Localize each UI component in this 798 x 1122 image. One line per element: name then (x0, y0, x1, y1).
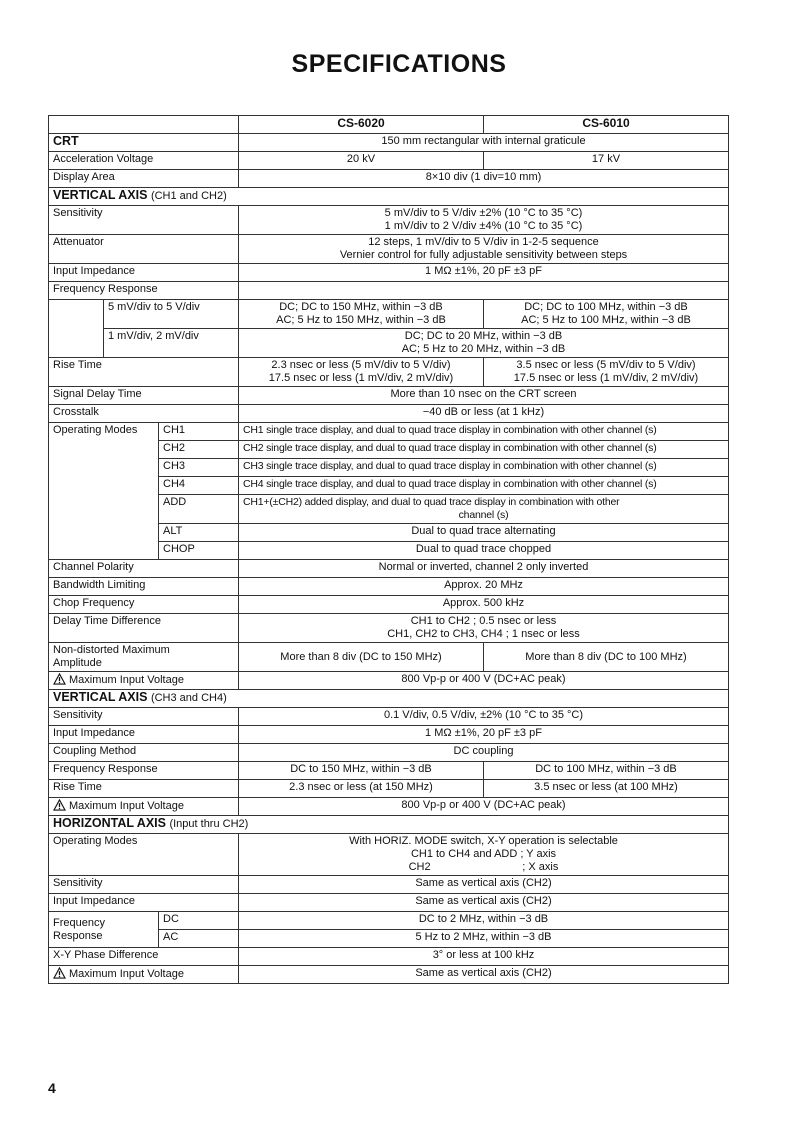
specifications-table (48, 115, 729, 984)
v1-sensitivity-line1: 5 mV/div to 5 V/div ±2% (10 °C to 35 °C) (384, 207, 583, 219)
v2-maxv-text: Maximum Input Voltage (69, 800, 184, 812)
header-cs6020: CS-6020 (239, 116, 484, 134)
table-row (49, 235, 729, 264)
mode-ch1-label: CH1 (159, 423, 239, 441)
accel-cs6020: 20 kV (239, 152, 484, 170)
v1-maxv-value: 800 Vp-p or 400 V (DC+AC peak) (239, 672, 729, 690)
header-blank (49, 116, 239, 134)
v2-maxv-value: 800 Vp-p or 400 V (DC+AC peak) (239, 798, 729, 816)
crt-heading: CRT (49, 134, 239, 152)
v1-freq-indent (49, 300, 104, 358)
v1-freq-sub1-cs6020-line1: DC; DC to 150 MHz, within −3 dB (279, 301, 443, 313)
v1-nondist-cs6010: More than 8 div (DC to 100 MHz) (484, 643, 729, 672)
v1-delay-value: More than 10 nsec on the CRT screen (239, 387, 729, 405)
v1-rise-cs6010-line2: 17.5 nsec or less (1 mV/div, 2 mV/div) (513, 372, 699, 384)
v1-freq-sub1-cs6010 (484, 300, 729, 329)
v1-delay-diff-value (239, 614, 729, 643)
v1-freq-label: Frequency Response (49, 282, 239, 300)
v1-freq-sub1-label: 5 mV/div to 5 V/div (104, 300, 239, 329)
v1-rise-cs6010 (484, 358, 729, 387)
v1-polarity-label: Channel Polarity (49, 560, 239, 578)
h-impedance-value: Same as vertical axis (CH2) (239, 894, 729, 912)
v2-impedance-value: 1 MΩ ±1%, 20 pF ±3 pF (239, 726, 729, 744)
table-row (49, 134, 729, 152)
v1-impedance-label: Input Impedance (49, 264, 239, 282)
v1-freq-sub1-cs6010-line2: AC; 5 Hz to 100 MHz, within −3 dB (521, 314, 691, 326)
v1-attenuator-line2: Vernier control for fully adjustable sensitivity between steps (339, 249, 628, 261)
v2-coupling-value: DC coupling (239, 744, 729, 762)
v1-modes-label: Operating Modes (49, 423, 159, 560)
mode-ch2-desc: CH2 single trace display, and dual to quad trace display in combination with other channel (s) (239, 441, 729, 459)
h-freq-label-line1: Frequency (53, 916, 105, 929)
mode-ch3-desc: CH3 single trace display, and dual to quad trace display in combination with other channel (s) (239, 459, 729, 477)
h-impedance-label: Input Impedance (49, 894, 239, 912)
h-modes-line3: CH2 ; X axis (408, 861, 559, 873)
table-row (49, 708, 729, 726)
table-row (49, 643, 729, 672)
v1-delay-diff-line2: CH1, CH2 to CH3, CH4 ; 1 nsec or less (387, 628, 580, 640)
page-number: 4 (48, 1080, 56, 1096)
h-freq-dc-label: DC (159, 912, 239, 930)
v1-rise-cs6020-line1: 2.3 nsec or less (5 mV/div to 5 V/div) (271, 359, 451, 371)
table-row (49, 560, 729, 578)
h-maxv-value: Same as vertical axis (CH2) (239, 966, 729, 984)
table-row (49, 300, 729, 329)
h-phase-value: 3° or less at 100 kHz (239, 948, 729, 966)
accel-label: Acceleration Voltage (49, 152, 239, 170)
v1-nondist-label-line2: Amplitude (53, 657, 102, 669)
accel-cs6010: 17 kV (484, 152, 729, 170)
table-row (49, 894, 729, 912)
v2-rise-cs6020: 2.3 nsec or less (at 150 MHz) (239, 780, 484, 798)
vertical-axis-1-subtitle: (CH1 and CH2) (150, 190, 227, 202)
mode-add-label: ADD (159, 495, 239, 524)
h-sensitivity-label: Sensitivity (49, 876, 239, 894)
v1-maxv-label (49, 672, 239, 690)
h-freq-label-line2: Response (53, 929, 103, 942)
v2-sensitivity-value: 0.1 V/div, 0.5 V/div, ±2% (10 °C to 35 °C) (239, 708, 729, 726)
mode-ch4-label: CH4 (159, 477, 239, 495)
table-row (49, 762, 729, 780)
h-freq-ac-label: AC (159, 930, 239, 948)
v2-rise-cs6010: 3.5 nsec or less (at 100 MHz) (484, 780, 729, 798)
v1-polarity-value: Normal or inverted, channel 2 only inverted (239, 560, 729, 578)
v1-rise-cs6020-line2: 17.5 nsec or less (1 mV/div, 2 mV/div) (268, 372, 454, 384)
table-row (49, 614, 729, 643)
table-row (49, 170, 729, 188)
page-title: SPECIFICATIONS (291, 50, 507, 78)
v1-delay-label: Signal Delay Time (49, 387, 239, 405)
v1-maxv-text: Maximum Input Voltage (69, 674, 184, 686)
table-row (49, 744, 729, 762)
table-row (49, 912, 729, 930)
display-area-value: 8×10 div (1 div=10 mm) (239, 170, 729, 188)
v1-attenuator-line1: 12 steps, 1 mV/div to 5 V/div in 1-2-5 sequence (368, 236, 599, 248)
header-cs6010: CS-6010 (484, 116, 729, 134)
v1-nondist-label (49, 643, 239, 672)
display-area-label: Display Area (49, 170, 239, 188)
v2-freq-cs6020: DC to 150 MHz, within −3 dB (239, 762, 484, 780)
vertical-axis-2-subtitle: (CH3 and CH4) (150, 692, 227, 704)
v1-freq-sub2-line2: AC; 5 Hz to 20 MHz, within −3 dB (401, 343, 566, 355)
mode-add-line2: channel (s) (458, 509, 509, 521)
v2-sensitivity-label: Sensitivity (49, 708, 239, 726)
v1-freq-blank (239, 282, 729, 300)
h-modes-value (239, 834, 729, 876)
table-row (49, 206, 729, 235)
v1-bandwidth-label: Bandwidth Limiting (49, 578, 239, 596)
mode-ch1-desc: CH1 single trace display, and dual to quad trace display in combination with other channel (s) (239, 423, 729, 441)
h-modes-line1: With HORIZ. MODE switch, X-Y operation is selectable (349, 835, 618, 847)
horizontal-axis-subtitle: (Input thru CH2) (169, 818, 249, 830)
v1-freq-sub1-cs6020-line2: AC; 5 Hz to 150 MHz, within −3 dB (276, 314, 446, 326)
v1-attenuator-label: Attenuator (49, 235, 239, 264)
horizontal-axis-title: HORIZONTAL AXIS (53, 816, 166, 830)
v2-freq-cs6010: DC to 100 MHz, within −3 dB (484, 762, 729, 780)
v1-chop-freq-value: Approx. 500 kHz (239, 596, 729, 614)
v2-rise-label: Rise Time (49, 780, 239, 798)
v1-freq-sub2-label: 1 mV/div, 2 mV/div (104, 329, 239, 358)
table-row (49, 264, 729, 282)
table-row (49, 780, 729, 798)
v1-rise-label: Rise Time (49, 358, 239, 387)
section-row (49, 188, 729, 206)
table-row (49, 152, 729, 170)
table-row (49, 672, 729, 690)
table-row (49, 726, 729, 744)
table-row (49, 948, 729, 966)
crt-value: 150 mm rectangular with internal graticule (239, 134, 729, 152)
v1-crosstalk-label: Crosstalk (49, 405, 239, 423)
table-row (49, 966, 729, 984)
v2-coupling-label: Coupling Method (49, 744, 239, 762)
warning-triangle-icon (53, 967, 66, 979)
v1-crosstalk-value: −40 dB or less (at 1 kHz) (239, 405, 729, 423)
warning-triangle-icon (53, 673, 66, 685)
v1-attenuator-value (239, 235, 729, 264)
v1-freq-sub2-value (239, 329, 729, 358)
table-header-row (49, 116, 729, 134)
mode-alt-label: ALT (159, 524, 239, 542)
table-row (49, 387, 729, 405)
h-freq-ac-value: 5 Hz to 2 MHz, within −3 dB (239, 930, 729, 948)
vertical-axis-1-heading (49, 188, 729, 206)
v1-freq-sub2-line1: DC; DC to 20 MHz, within −3 dB (404, 330, 563, 342)
warning-triangle-icon (53, 799, 66, 811)
table-row (49, 876, 729, 894)
vertical-axis-2-title: VERTICAL AXIS (53, 690, 148, 704)
h-phase-label: X-Y Phase Difference (49, 948, 239, 966)
mode-add-line1: CH1+(±CH2) added display, and dual to quad trace display in combination with other (243, 496, 620, 508)
v1-sensitivity-label: Sensitivity (49, 206, 239, 235)
table-row (49, 358, 729, 387)
h-freq-dc-value: DC to 2 MHz, within −3 dB (239, 912, 729, 930)
v2-freq-label: Frequency Response (49, 762, 239, 780)
table-row (49, 405, 729, 423)
vertical-axis-1-title: VERTICAL AXIS (53, 188, 148, 202)
mode-chop-label: CHOP (159, 542, 239, 560)
v1-bandwidth-value: Approx. 20 MHz (239, 578, 729, 596)
v1-nondist-label-line1: Non-distorted Maximum (53, 644, 170, 656)
v1-nondist-cs6020: More than 8 div (DC to 150 MHz) (239, 643, 484, 672)
mode-ch4-desc: CH4 single trace display, and dual to quad trace display in combination with other channel (s) (239, 477, 729, 495)
v1-sensitivity-value (239, 206, 729, 235)
mode-chop-desc: Dual to quad trace chopped (239, 542, 729, 560)
table-row (49, 798, 729, 816)
vertical-axis-2-heading (49, 690, 729, 708)
v1-freq-sub1-cs6020 (239, 300, 484, 329)
v1-impedance-value: 1 MΩ ±1%, 20 pF ±3 pF (239, 264, 729, 282)
mode-ch3-label: CH3 (159, 459, 239, 477)
v2-maxv-label (49, 798, 239, 816)
h-freq-label (49, 912, 159, 948)
section-row (49, 816, 729, 834)
h-sensitivity-value: Same as vertical axis (CH2) (239, 876, 729, 894)
v1-delay-diff-line1: CH1 to CH2 ; 0.5 nsec or less (410, 615, 557, 627)
mode-ch2-label: CH2 (159, 441, 239, 459)
section-row (49, 690, 729, 708)
v2-impedance-label: Input Impedance (49, 726, 239, 744)
table-row (49, 834, 729, 876)
mode-add-desc (239, 495, 729, 524)
v1-chop-freq-label: Chop Frequency (49, 596, 239, 614)
v1-freq-sub1-cs6010-line1: DC; DC to 100 MHz, within −3 dB (524, 301, 688, 313)
mode-alt-desc: Dual to quad trace alternating (239, 524, 729, 542)
v1-delay-diff-label: Delay Time Difference (49, 614, 239, 643)
v1-rise-cs6010-line1: 3.5 nsec or less (5 mV/div to 5 V/div) (516, 359, 696, 371)
h-modes-line2: CH1 to CH4 and ADD ; Y axis (410, 848, 557, 860)
table-row (49, 578, 729, 596)
h-modes-label: Operating Modes (49, 834, 239, 876)
h-maxv-text: Maximum Input Voltage (69, 968, 184, 980)
table-row (49, 596, 729, 614)
h-maxv-label (49, 966, 239, 984)
v1-rise-cs6020 (239, 358, 484, 387)
table-row (49, 423, 729, 441)
table-row (49, 282, 729, 300)
horizontal-axis-heading (49, 816, 729, 834)
table-row (49, 329, 729, 358)
v1-sensitivity-line2: 1 mV/div to 2 V/div ±4% (10 °C to 35 °C) (384, 220, 583, 232)
